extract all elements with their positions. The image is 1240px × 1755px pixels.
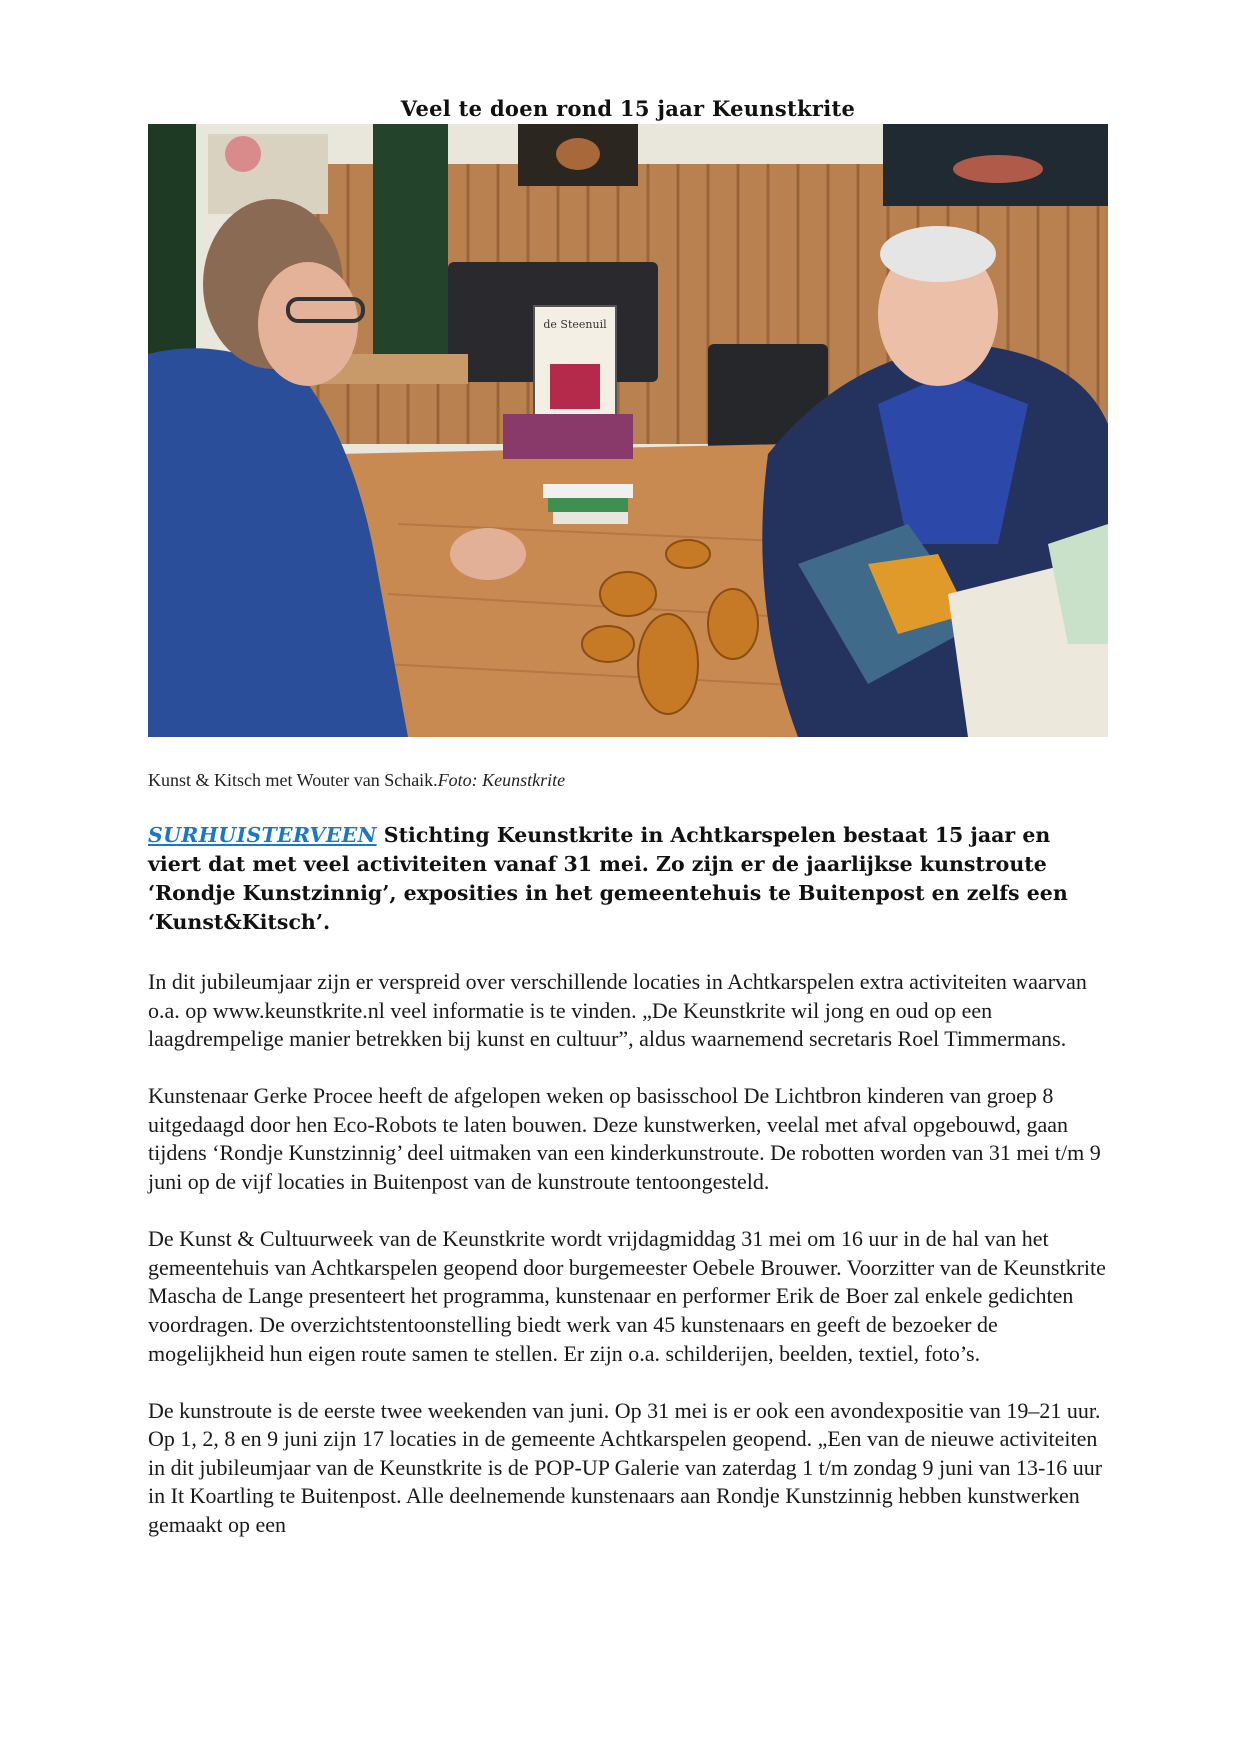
table-sign-text: de Steenuil — [543, 318, 607, 331]
body-paragraph: Kunstenaar Gerke Procee heeft de afgelopen weken op basisschool De Lichtbron kinderen van groep 8 uitgedaagd door hen Eco-Robots te laten bouwen. Deze kunstwerken, veelal met afval opgebouwd, gaan tijdens ‘Rondje Kunstzinnig’ deel uitmaken van een kinderkunstroute. De robotten worden van 31 mei t/m 9 juni op de vijf locaties in Buitenpost van de kunstroute tentoongesteld. — [148, 1083, 1101, 1195]
article-headline: Veel te doen rond 15 jaar Keunstkrite — [400, 96, 856, 121]
article-photo — [148, 124, 1108, 737]
body-paragraph: De Kunst & Cultuurweek van de Keunstkrite wordt vrijdagmiddag 31 mei om 16 uur in de hal van het gemeentehuis van Achtkarspelen geopend door burgemeester Oebele Brouwer. Voorzitter van de Keunstkrite Mascha de Lange presenteert het programma, kunstenaar en performer Erik de Boer zal enkele gedichten voordragen. De overzichtstentoonstelling biedt werk van 45 kunstenaars en geeft de bezoeker de mogelijkheid hun eigen route samen te stellen. Er zijn o.a. schilderijen, beelden, textiel, foto’s. — [148, 1226, 1106, 1366]
article-lead — [148, 821, 1108, 937]
photo-caption — [148, 770, 1108, 791]
lead-text: Stichting Keunstkrite in Achtkarspelen bestaat 15 jaar en viert dat met veel activiteiten vanaf 31 mei. Zo zijn er de jaarlijkse kunstroute ‘Rondje Kunstzinnig’, exposities in het gemeentehuis te Buitenpost en zelfs een ‘Kunst&Kitsch’. — [148, 823, 1068, 934]
photo-credit: Foto: Keunstkrite — [437, 770, 566, 790]
dateline-place: SURHUISTERVEEN — [148, 823, 377, 847]
body-paragraph: De kunstroute is de eerste twee weekenden van juni. Op 31 mei is er ook een avondexpositie van 19–21 uur. Op 1, 2, 8 en 9 juni zijn 17 locaties in de gemeente Achtkarspelen geopend. „Een van de nieuwe activiteiten in dit jubileumjaar van de Keunstkrite is de POP-UP Galerie van zaterdag 1 t/m zondag 9 juni van 13-16 uur in It Koartling te Buitenpost. Alle deelnemende kunstenaars aan Rondje Kunstzinnig hebben kunstwerken gemaakt op een — [148, 1397, 1103, 1537]
caption-text: Kunst & Kitsch met Wouter van Schaik. — [148, 770, 438, 790]
body-paragraph: In dit jubileumjaar zijn er verspreid over verschillende locaties in Achtkarspelen extra activiteiten waarvan o.a. op www.keunstkrite.nl veel informatie is te vinden. „De Keunstkrite wil jong en oud op een laagdrempelige manier betrekken bij kunst en cultuur”, aldus waarnemend secretaris Roel Timmermans. — [148, 969, 1087, 1052]
cafe-scene-illustration — [148, 124, 1108, 737]
article-body — [148, 968, 1106, 1568]
